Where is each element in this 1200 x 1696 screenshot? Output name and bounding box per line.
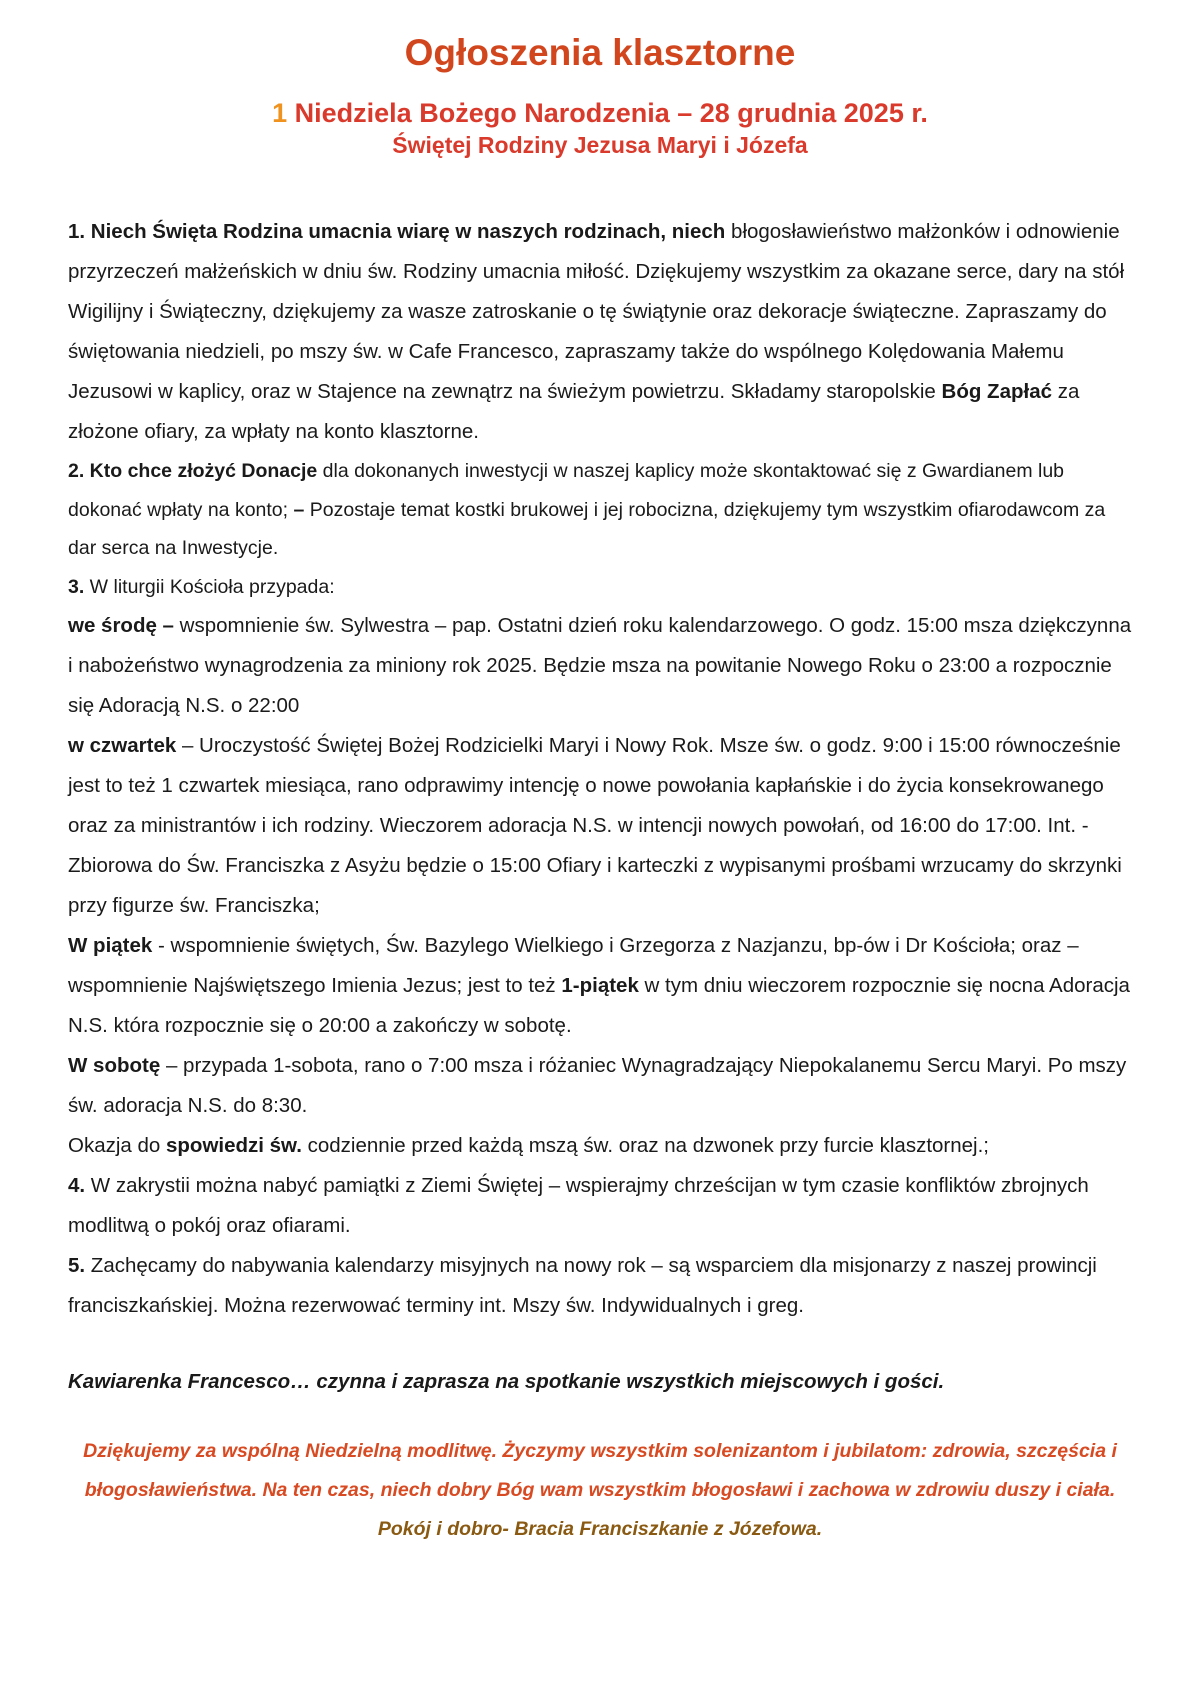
cafe-note: Kawiarenka Francesco… czynna i zaprasza na spotkanie wszystkich miejscowych i gości. <box>68 1370 945 1393</box>
announcement-item-1: 1. Niech Święta Rodzina umacnia wiarę w naszych rodzinach, niech błogosławieństwo małżonków i odnowienie przyrzeczeń małżeńskich w dniu św. Rodziny umacnia miłość. Dziękujemy wszystkim za okazane serce, dary na stół Wigilijny i Świąteczny, dziękujemy za wasze zatroskanie o tę świątynie oraz dekoracje świąteczne. Zapraszamy do świętowania niedzieli, po mszy św. w Cafe Francesco, zapraszamy także do wspólnego Kolędowania Małemu Jezusowi w kaplicy, oraz w Stajence na zewnątrz na świeżym powietrzu. Składamy staropolskie Bóg Zapłać za złożone ofiary, za wpłaty na konto klasztorne. <box>68 220 1125 443</box>
announcement-item-5: 5. Zachęcamy do nabywania kalendarzy misyjnych na nowy rok – są wsparciem dla misjonarzy z naszej prowincji franciszkańskiej. Można rezerwować terminy int. Mszy św. Indywidualnych i greg. <box>68 1254 1097 1317</box>
spacer <box>68 1402 1132 1432</box>
liturgy-wednesday: we środę – wspomnienie św. Sylwestra – pap. Ostatni dzień roku kalendarzowego. O godz. 15:00 msza dziękczynna i nabożeństwo wynagrodzenia za miniony rok 2025. Będzie msza na powitanie Nowego Roku o 23:00 a rozpocznie się Adoracją N.S. o 22:00 <box>68 614 1132 717</box>
thanks-message: Dziękujemy za wspólną Niedzielną modlitwę. Życzymy wszystkim solenizantom i jubilatom: zdrowia, szczęścia i błogosławieństwa. Na ten czas, niech dobry Bóg wam wszystkim błogosławi i zachowa w zdrowiu duszy i ciała. <box>83 1440 1117 1501</box>
subtitle-text: Niedziela Bożego Narodzenia – 28 grudnia 2025 r. <box>294 98 928 128</box>
announcement-item-4: 4. W zakrystii można nabyć pamiątki z Ziemi Świętej – wspierajmy chrześcijan w tym czasie konfliktów zbrojnych modlitwą o pokój oraz ofiarami. <box>68 1174 1089 1237</box>
spacer <box>68 1326 1132 1362</box>
announcement-item-3: 3. W liturgii Kościoła przypada: <box>68 575 335 598</box>
page-subtitle <box>68 96 1132 130</box>
confession-info: Okazja do spowiedzi św. codziennie przed każdą mszą św. oraz na dzwonek przy furcie klasztornej.; <box>68 1134 990 1157</box>
signature: Pokój i dobro- Bracia Franciszkanie z Józefowa. <box>377 1518 823 1540</box>
liturgy-friday: W piątek - wspomnienie świętych, Św. Bazylego Wielkiego i Grzegorza z Nazjanzu, bp-ów i Dr Kościoła; oraz – wspomnienie Najświętszego Imienia Jezus; jest to też 1-piątek w tym dniu wieczorem rozpocznie się nocna Adoracja N.S. która rozpocznie się o 20:00 a zakończy w sobotę. <box>68 934 1130 1037</box>
liturgy-saturday: W sobotę – przypada 1-sobota, rano o 7:00 msza i różaniec Wynagradzający Niepokalanemu Sercu Maryi. Po mszy św. adoracja N.S. do 8:30. <box>68 1054 1127 1117</box>
liturgy-thursday: w czwartek – Uroczystość Świętej Bożej Rodzicielki Maryi i Nowy Rok. Msze św. o godz. 9:00 i 15:00 równocześnie jest to też 1 czwartek miesiąca, rano odprawimy intencję o nowe powołania kapłańskie i do życia konsekrowanego oraz za ministrantów i ich rodziny. Wieczorem adoracja N.S. w intencji nowych powołań, od 16:00 do 17:00. Int. - Zbiorowa do Św. Franciszka z Asyżu będzie o 15:00 Ofiary i karteczki z wypisanymi prośbami wrzucamy do skrzynki przy figurze św. Franciszka; <box>68 734 1122 917</box>
announcement-item-2: 2. Kto chce złożyć Donacje dla dokonanych inwestycji w naszej kaplicy może skontaktować się z Gwardianem lub dokonać wpłaty na konto; – Pozostaje temat kostki brukowej i jej robocizna, dziękujemy tym wszystkim ofiarodawcom za dar serca na Inwestycje. <box>68 460 1106 559</box>
subtitle-number: 1 <box>272 98 288 128</box>
page-title: Ogłoszenia klasztorne <box>404 32 796 73</box>
feast-name: Świętej Rodziny Jezusa Maryi i Józefa <box>392 132 808 158</box>
announcement-body <box>68 212 1132 1326</box>
